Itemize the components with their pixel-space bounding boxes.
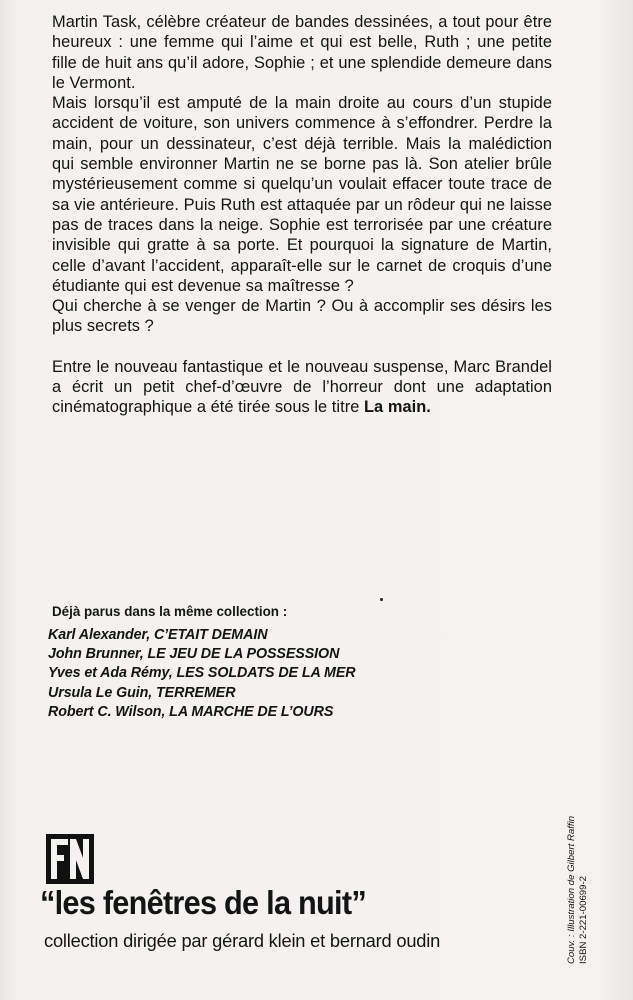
blurb-paragraph-3: Qui cherche à se venger de Martin ? Ou à accomplir ses désirs les plus secrets ?	[52, 297, 552, 336]
blurb-paragraph-4-text: Entre le nouveau fantastique et le nouveau suspense, Marc Brandel a écrit un petit chef-d’œuvre de l’horreur dont une adaptation cinématographique a été tirée sous le titre	[52, 357, 552, 417]
collection-item: Yves et Ada Rémy, LES SOLDATS DE LA MER	[48, 665, 356, 682]
isbn: ISBN 2-221-00699-2	[577, 876, 589, 964]
collection-heading: Déjà parus dans la même collection :	[52, 604, 288, 619]
collection-list	[48, 626, 356, 722]
fn-logo	[46, 834, 94, 884]
series-subtitle: collection dirigée par gérard klein et bernard oudin	[44, 930, 441, 951]
collection-item: John Brunner, LE JEU DE LA POSSESSION	[48, 646, 340, 663]
series-title: “les fenêtres de la nuit”	[40, 884, 366, 921]
collection-item: Robert C. Wilson, LA MARCHE DE L’OURS	[48, 703, 334, 720]
cover-credits	[566, 764, 589, 964]
collection-item: Ursula Le Guin, TERREMER	[48, 684, 236, 701]
blurb-paragraph-2: Mais lorsqu’il est amputé de la main droite au cours d’un stupide accident de voiture, son univers commence à s’effondrer. Perdre la main, pour un dessinateur, c’est déjà terrible. Mais la malédiction qui semble environner Martin ne se borne pas là. Son atelier brûle mystérieusement comme si quelqu’un voulait effacer toute trace de sa vie antérieure. Puis Ruth est attaquée par un rôdeur qui ne laisse pas de traces dans la neige. Sophie est terrorisée par une créature invisible qui gratte à sa porte. Et pourquoi la signature de Martin, celle d’avant l’accident, apparaît-elle sur le carnet de croquis d’une étudiante qui est devenue sa maîtresse ?	[52, 94, 552, 295]
blurb-text	[52, 12, 552, 418]
blurb-paragraph-4	[52, 357, 552, 418]
blurb-paragraph-1: Martin Task, célèbre créateur de bandes dessinées, a tout pour être heureux : une femme qui l’aime et qui est belle, Ruth ; une petite fille de huit ans qu’il adore, Sophie ; et une splendide demeure dans le Vermont.	[52, 13, 552, 92]
film-title: La main.	[364, 398, 431, 417]
collection-item: Karl Alexander, C’ETAIT DEMAIN	[48, 627, 268, 643]
illustration-credit: Couv. : Illustration de Gilbert Raffin	[566, 815, 577, 964]
print-speck	[380, 598, 383, 601]
